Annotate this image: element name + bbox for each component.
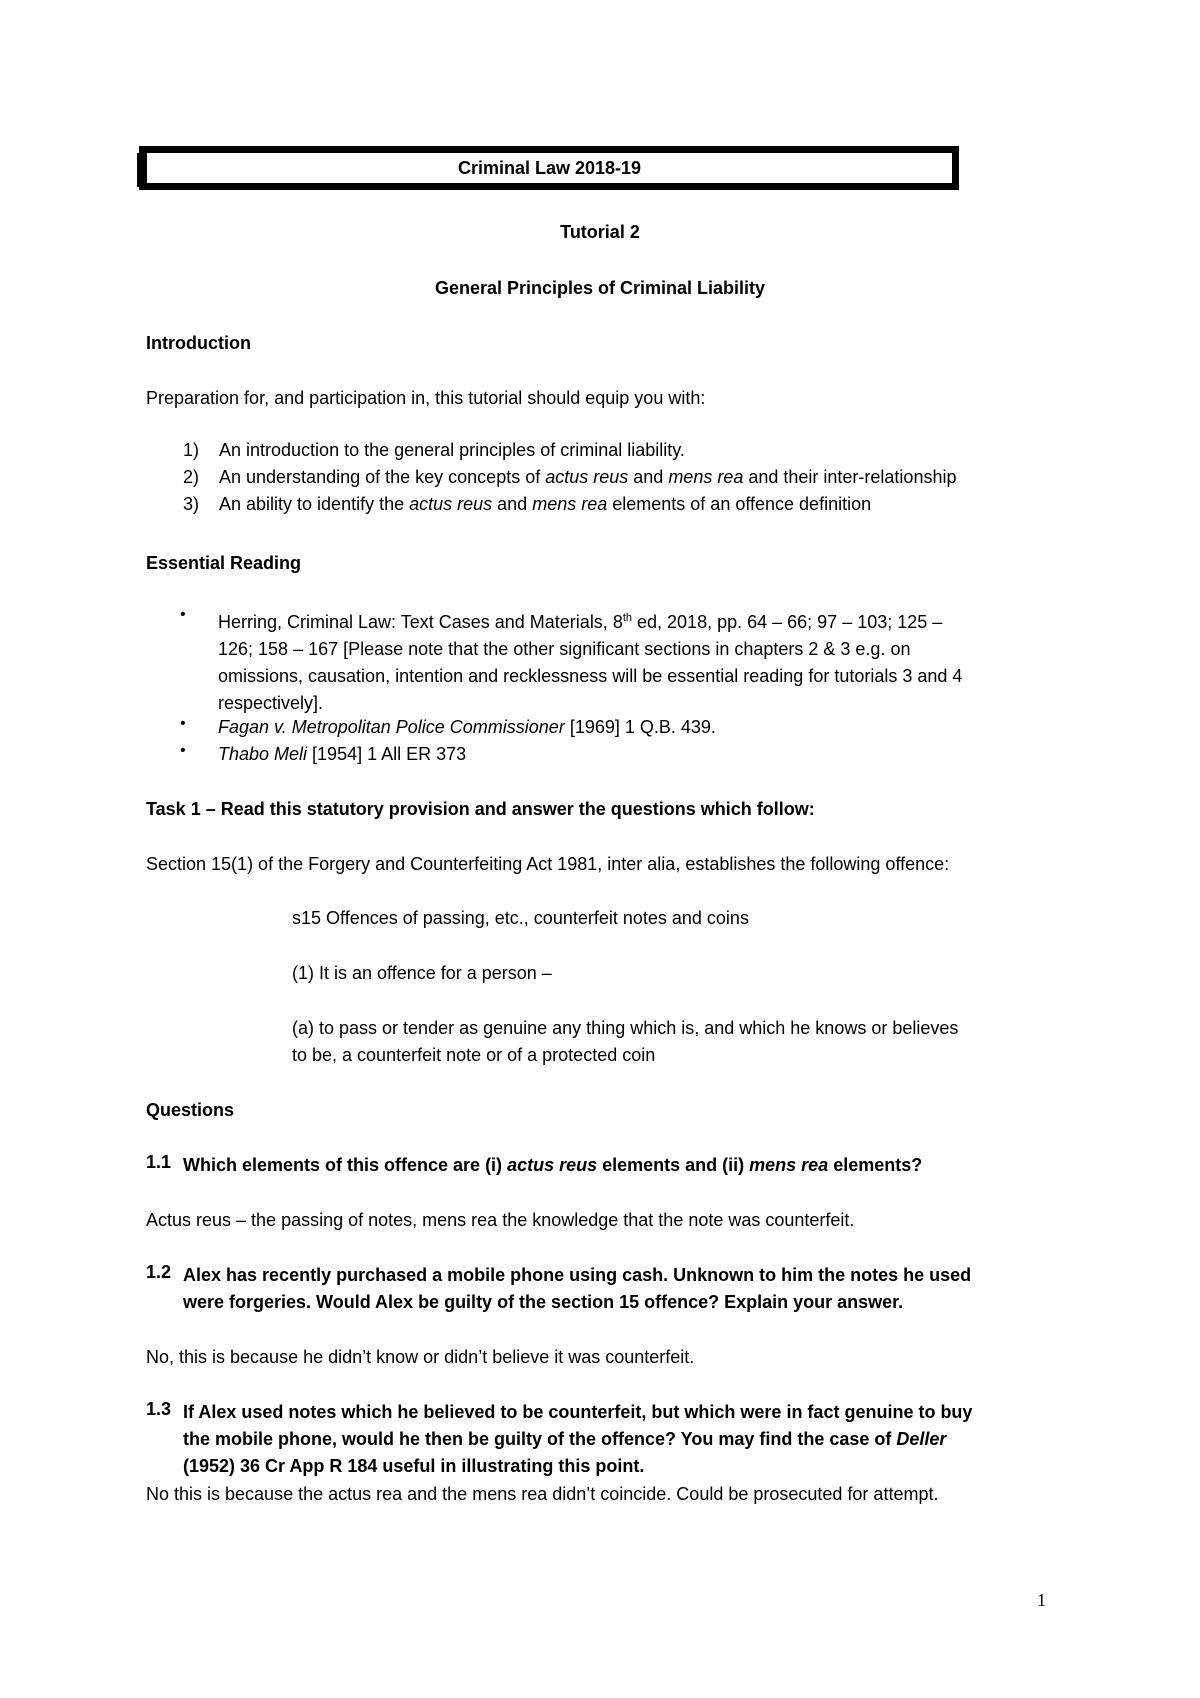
answer-text: No this is because the actus rea and the mens rea didn’t coincide. Could be prosecuted for attempt. <box>146 1484 939 1504</box>
section-intro: Section 15(1) of the Forgery and Counterfeiting Act 1981, inter alia, establishes the following offence: <box>146 854 950 874</box>
bullet-icon: • <box>180 742 186 759</box>
bullet-icon: • <box>180 606 186 623</box>
bullet-icon: • <box>180 715 186 732</box>
reading-heading: Essential Reading <box>146 553 302 573</box>
subtitle-heading: General Principles of Criminal Liability <box>434 278 766 298</box>
question-text: If Alex used notes which he believed to be counterfeit, but which were in fact genuine to buy the mobile phone, would he then be guilty of the offence? You may find the case of Deller (1952) 36 Cr App R 184 useful in illustrating this point. <box>183 1402 973 1476</box>
question-number: 1.3 <box>146 1399 172 1419</box>
question-number: 1.1 <box>146 1152 172 1172</box>
question-text: Which elements of this offence are (i) actus reus elements and (ii) mens rea elements? <box>183 1155 923 1175</box>
statute-heading: s15 Offences of passing, etc., counterfeit notes and coins <box>292 908 749 928</box>
page-number: 1 <box>1037 1590 1046 1610</box>
intro-text: Preparation for, and participation in, this tutorial should equip you with: <box>146 388 706 408</box>
course-title: Criminal Law 2018-19 <box>457 157 642 178</box>
question-text: Alex has recently purchased a mobile phone using cash. Unknown to him the notes he used were forgeries. Would Alex be guilty of the section 15 offence? Explain your answer. <box>183 1265 972 1312</box>
answer-text: Actus reus – the passing of notes, mens rea the knowledge that the note was counterfeit. <box>146 1210 855 1230</box>
tutorial-heading: Tutorial 2 <box>560 222 640 242</box>
statute-subsection: (1) It is an offence for a person – <box>292 963 552 983</box>
statute-paragraph: (a) to pass or tender as genuine any thing which is, and which he knows or believes to be, a counterfeit note or of a protected coin <box>292 1018 959 1065</box>
objective-text: An understanding of the key concepts of actus reus and mens rea and their inter-relationship <box>219 467 957 487</box>
objective-number: 3) <box>183 494 200 514</box>
objective-number: 2) <box>183 467 200 487</box>
questions-heading: Questions <box>146 1100 235 1120</box>
reading-item: Fagan v. Metropolitan Police Commissioner [1969] 1 Q.B. 439. <box>218 717 716 737</box>
question-number: 1.2 <box>146 1262 172 1282</box>
objective-number: 1) <box>183 440 200 460</box>
task-heading: Task 1 – Read this statutory provision and answer the questions which follow: <box>146 799 815 819</box>
title-box <box>139 146 959 190</box>
reading-item: Herring, Criminal Law: Text Cases and Materials, 8th ed, 2018, pp. 64 – 66; 97 – 103; 125 – 126; 158 – 167 [Please note that the other significant sections in chapters 2 & 3 e.g. on omissions, causation, intention and recklessness will be essential reading for tutorials 3 and 4 respectively]. <box>218 612 963 713</box>
objective-text: An introduction to the general principles of criminal liability. <box>219 440 685 460</box>
reading-item: Thabo Meli [1954] 1 All ER 373 <box>218 744 467 764</box>
intro-heading: Introduction <box>146 333 251 353</box>
answer-text: No, this is because he didn’t know or didn’t believe it was counterfeit. <box>146 1347 695 1367</box>
objective-text: An ability to identify the actus reus and mens rea elements of an offence definition <box>219 494 872 514</box>
